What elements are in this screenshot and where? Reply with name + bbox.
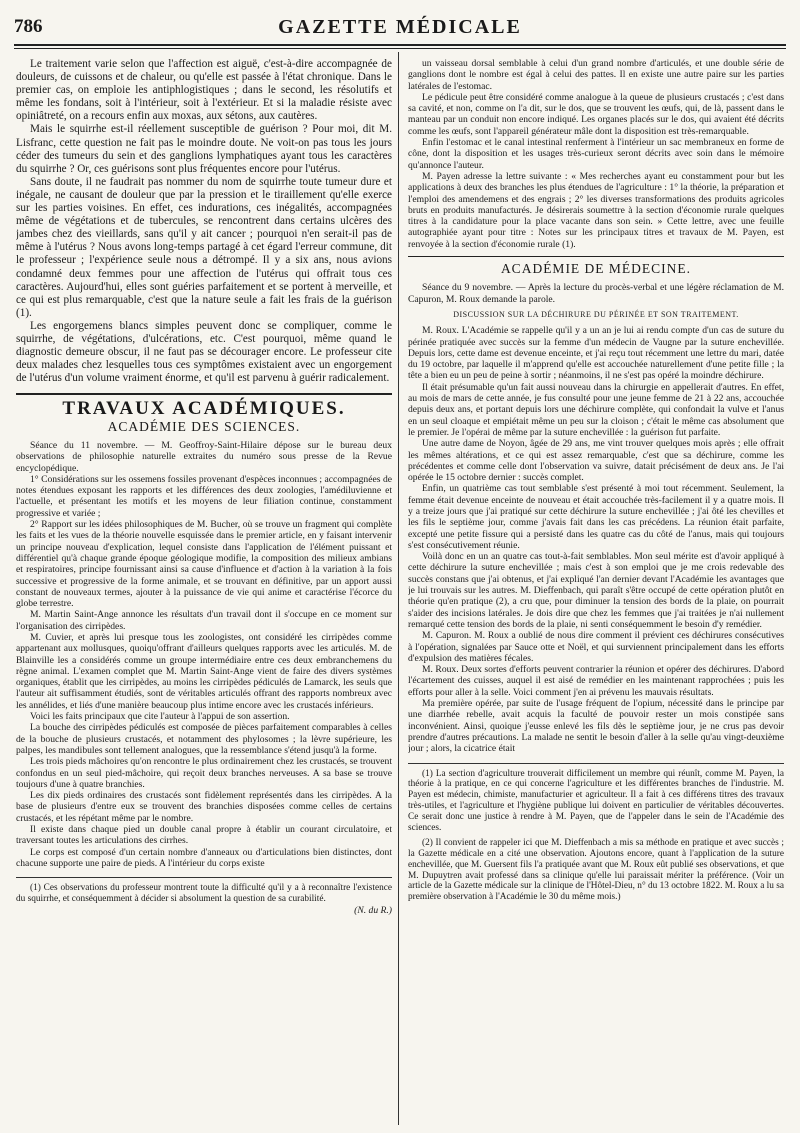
- subsection-title: ACADÉMIE DE MÉDECINE.: [500, 261, 692, 277]
- academie-sciences-report: [16, 440, 392, 869]
- paragraph: Les trois pieds mâchoires qu'on rencontre le plus ordinairement chez les crustacés, se trouvent confondus en un seul pied-mâchoire, qui reçoit deux branches nerveuses. A sa base se trouve toujours d'une à quatre branchies.: [16, 756, 392, 790]
- section-rule: [16, 393, 392, 395]
- paragraph: un vaisseau dorsal semblable à celui d'un grand nombre d'articulés, et une double série de ganglions dont le nombre est égal à celui des pattes. Il en existe une autre paire sur les parties latérales de l'estomac.: [408, 58, 784, 92]
- footnote-text: (1) La section d'agriculture trouverait difficilement un membre qui réunît, comme M. Payen, la théorie à la pratique, en ce qui concerne l'agriculture et les différentes branches de l'industrie. M. Payen est médecin, chimiste, manufacturier et agriculteur. Il a fait à ces différens titres des travaux très-utiles, et l'agriculture et l'hygiène publique lui doivent en particulier de véritables découvertes. Ce serait donc une justice à rendre à M. Payen, que de l'appeler dans le sein de l'Académie des sciences.: [408, 768, 784, 833]
- paragraph: M. Roux. Deux sortes d'efforts peuvent contrarier la réunion et opérer des déchirures. D'abord l'écartement des cuisses, auquel il est aisé de remédier en les maintenant rapprochées ; puis les efforts pour aller à la selle. Voici comment j'en ai prévenu les mauvais résultats.: [408, 664, 784, 698]
- paragraph: Il existe dans chaque pied un double canal propre à établir un courant circulatoire, et traversant toutes les articulations des cirrhes.: [16, 824, 392, 847]
- footnote-text: (2) Il convient de rappeler ici que M. Dieffenbach a mis sa méthode en pratique et avec succès ; la Gazette médicale en a cité une observation. Ajoutons encore, quant à l'application de la suture enchevillée, que M. Guersent fils l'a pratiquée avant que M. Roux eût publié ses observations, et que M. Dupuytren avait professé dans sa clinique qu'elle lui paraissait mériter la préférence. (Voir un article de la Gazette médicale sur la clinique de l'Hôtel-Dieu, n° du 13 octobre 1822. M. Roux a lu sa première observation à l'Académie le 30 du même mois.): [408, 838, 784, 903]
- paragraph: M. Roux. L'Académie se rappelle qu'il y a un an je lui ai rendu compte d'un cas de suture du périnée pratiquée avec succès sur la femme d'un médecin de Vaugne par la suture enchevillée. Depuis lors, cette dame est devenue enceinte, et j'ai reçu tout récemment une lettre du mari, datée du 19 octobre, par laquelle il m'apprend qu'elle est accouchée naturellement d'une petite fille ; la tête a bien eu un peu de peine à sortir ; néanmoins, il ne s'est pas opéré la moindre déchirure.: [408, 325, 784, 382]
- paragraph: Ma première opérée, par suite de l'usage fréquent de l'opium, nécessité dans le principe par une diarrhée rebelle, avait acquis la faculté de pouvoir rester un mois constipée sans inconvénient. Ainsi, quoique j'eusse enlevé les fils dès le septième jour, je ne crus pas devoir prendre d'autres précautions. La malade ne sentit le besoin d'aller à la selle qu'au vingt-deuxième jour ; alors, la cicatrice était: [408, 698, 784, 755]
- left-column: [16, 58, 392, 1125]
- paragraph: M. Capuron. M. Roux a oublié de nous dire comment il prévient ces déchirures consécutives à l'opération, signalées par Sauce otte et Noël, et qui surviennent principalement dans les efforts d'expulsion des matières fécales.: [408, 630, 784, 664]
- paragraph: Mais le squirrhe est-il réellement susceptible de guérison ? Pour moi, dit M. Lisfranc, cette question ne fait pas le moindre doute. Ne voit-on pas tous les jours céder des tumeurs du sein et des ganglions lymphatiques ayant tous les caractères du squirrhe ? Or, ces guérisons sont plus fréquentes encore pour l'utérus.: [16, 123, 392, 175]
- page-header: [14, 16, 786, 46]
- section-rule: [408, 256, 784, 257]
- footnotes: [408, 769, 784, 904]
- paragraph: Enfin l'estomac et le canal intestinal renferment à l'intérieur un sac membraneux en forme de cône, dont la disposition et les usages très-curieux seront décrits avec soin dans le mémoire qu'annonce l'auteur.: [408, 137, 784, 171]
- paragraph: Le traitement varie selon que l'affection est aiguë, c'est-à-dire accompagnée de douleurs, de cuissons et de chaleur, ou qu'elle est passée à l'état chronique. Dans le premier cas, on emploie les antiphlogistiques ; dans le second, les résolutifs et même les fondans, soit à l'intérieur, soit à l'extérieur. Et si la maladie résiste avec opiniâtreté, on a recours enfin aux moxas, aux sétons, aux cautères.: [16, 58, 392, 123]
- paragraph: M. Payen adresse la lettre suivante : « Mes recherches ayant eu constamment pour but les applications à deux des branches les plus étendues de l'agriculture : 1° la théorie, la préparation et l'emploi des amendemens et des engrais ; 2° les diverses transformations des produits agricoles bruts en produits manufacturés. Je désirerais soumettre à la section d'économie rurale quelques titres à la candidature pour la place vacante dans son sein. » Cette lettre, avec une feuille autographiée ayant pour titre : Notes sur les principaux titres et travaux de M. Payen, est renvoyée à la section d'économie rurale (1).: [408, 170, 784, 250]
- paragraph: 1° Considérations sur les ossemens fossiles provenant d'espèces inconnues ; accompagnées de notes étendues exposant les rapports et les différences des deux zoologies, l'amédiluvienne et l'actuelle, et présentant les motifs et les moyens de leur filiation continue, constamment progressive et variée ;: [16, 473, 392, 519]
- page-title: GAZETTE MÉDICALE: [278, 16, 522, 38]
- page-number: 786: [14, 16, 43, 37]
- paragraph: Voilà donc en un an quatre cas tout-à-fait semblables. Mon seul mérite est d'avoir appliqué à cette déchirure la suture enchevillée ; mais c'est à son emploi que je me crois redevable des succès constans que j'ai obtenus, et j'ai expliqué l'an dernier devant l'Académie les avantages que je lui trouvais sur les autres. M. Dieffenbach, qui paraît s'être occupé de cette opération plutôt en théorie qu'en pratique (2), a cru que, pour diminuer la tension des bords de la plaie, on pourrait s'aider des incisions latérales. Je dois dire que chez les femmes que j'ai traitées je n'ai nullement remarqué cette tension des bords de la plaie, ni senti conséquemment le besoin d'y remédier.: [408, 551, 784, 630]
- paragraph: Les dix pieds ordinaires des crustacés sont fidèlement représentés dans les cirripèdes. A la base de plusieurs d'entre eux se trouvent des branchies disposées comme celles de certains crustacés, et les répétant même par le nombre.: [16, 790, 392, 824]
- footnote-signature: (N. du R.): [354, 904, 392, 916]
- paragraph: Le pédicule peut être considéré comme analogue à la queue de plusieurs crustacés ; c'est dans sa cavité, et non, comme on l'a dit, sur le dos, que se trouvent les œufs, qui, de là, passent dans le manteau par un conduit non encore indiqué. Les organes placés sur le dos, qui avaient été décrits comme les œufs, sont l'appareil générateur mâle dont la disposition est très-remarquable.: [408, 91, 784, 137]
- right-column: [408, 58, 784, 1125]
- subsection-title: ACADÉMIE DES SCIENCES.: [107, 418, 301, 434]
- footnote: [16, 883, 392, 916]
- paragraph: Il était présumable qu'un fait aussi nouveau dans la chirurgie en appellerait d'autres. En effet, au mois de mars de cette année, je fus consulté pour une jeune femme de 21 à 22 ans, accouchée depuis deux ans, et portant depuis lors une déchirure complète, qui confondait la vulve et l'anus en un seul cloaque et empiétait même un peu sur la cloison ; c'était le même cas absolument que le premier. Je l'opérai de même par la suture enchevillée : la guérison fut parfaite.: [408, 381, 784, 438]
- discussion-body: [408, 325, 784, 754]
- paragraph: La bouche des cirripèdes pédiculés est composée de pièces parfaitement comparables à celles de la bouche de plusieurs crustacés, et notamment des phylosomes ; la lèvre supérieure, les palpes, les mandibules sont tellement analogues, que la ressemblance s'étend jusqu'à la forme.: [16, 722, 392, 756]
- paragraph: Le corps est composé d'un certain nombre d'anneaux ou d'articulations bien distinctes, dont chacune supporte une paire de pieds. A l'intérieur du corps existe: [16, 846, 392, 869]
- paragraph: Les engorgemens blancs simples peuvent donc se compliquer, comme le squirrhe, de végétations, d'ulcérations, etc. C'est pourquoi, même quand le diagnostic demeure obscur, il ne faut pas se décourager encore. Le professeur cite deux malades chez lesquelles tous ces symptômes existaient avec un engorgement de l'utérus d'un volume vraiment énorme, et qu'il est parvenu à guérir radicalement.: [16, 319, 392, 385]
- paragraph: M. Martin Saint-Ange annonce les résultats d'un travail dont il s'occupe en ce moment sur l'organisation des cirripèdes.: [16, 609, 392, 632]
- paragraph: Une autre dame de Noyon, âgée de 29 ans, me vint trouver quelques mois après ; elle offrait les mêmes altérations, et ce qui est assez remarquable, c'est que sa déchirure, comme les précédentes et comme celle dont l'observation va suivre, datait précisément de deux ans. Je l'ai opérée le 15 octobre dernier : succès complet.: [408, 438, 784, 484]
- paragraph: Enfin, un quatrième cas tout semblable s'est présenté à moi tout récemment. Seulement, la femme était devenue enceinte de nouveau et était accouchée très-facilement il y a quatre mois. Il y a treize jours que j'ai pratiqué sur cette déchirure la suture enchevillée ; j'ai ôté les chevilles et les fils le septième jour, comme j'avais fait dans les cas précédens. La réunion était parfaite, excepté une petite fissure qui a persisté dans les quatre cas du côté de l'anus, mais qui toujours s'est consécutivement réunie.: [408, 483, 784, 551]
- paragraph: M. Cuvier, et après lui presque tous les zoologistes, ont considéré les cirripèdes comme appartenant aux mollusques, quoiqu'offrant d'ailleurs quelques rapports avec les articulés. M. de Blainville les a considérés comme un groupe intermédiaire entre ces deux embranchemens du règne animal. L'examen complet que M. Martin Saint-Ange vient de faire des divers systèmes organiques, établit que les cirripèdes, au moins les cirripèdes pédiculés de Lamarck, les seuls que l'auteur ait suffisamment étudiés, sont de véritables articulés offrant des rapports nombreux avec les annélides, et liés d'une manière beaucoup plus intime encore avec les crustacés inférieurs.: [16, 631, 392, 711]
- footnote-rule: [16, 877, 392, 878]
- section-title: TRAVAUX ACADÉMIQUES.: [62, 398, 346, 420]
- paragraph: Voici les faits principaux que cite l'auteur à l'appui de son assertion.: [30, 711, 290, 723]
- paragraph: Sans doute, il ne faudrait pas nommer du nom de squirrhe toute tumeur dure et inégale, ne causant de douleur que par la pression et le tiraillement qu'elle exerce sur les parties voisines. En effet, ces indurations, ces inégalités, accompagnées même de végétations et de tubercules, se rencontrent dans certains ulcères des jambes chez des vieillards, sans qu'il y ait cancer ; pourquoi n'en serait-il pas de même à l'utérus ? Nous avons long-temps partagé à cet égard l'erreur commune, dit le professeur ; l'expérience seule nous a détrompé. Il y a six ans, nous avions condamné deux femmes pour une affection de l'utérus qui offrait tous ces caractères. Aujourd'hui, elles sont guéries parfaitement et se portent à merveille, et ce qui est plus remarquable, c'est que la nature seule a fait les frais de la guérison (1).: [16, 175, 392, 319]
- paragraph: Séance du 11 novembre. — M. Geoffroy-Saint-Hilaire dépose sur le bureau deux observations de philosophie naturelle extraites du numéro sous presse de la Revue encyclopédique.: [16, 439, 392, 474]
- academie-sciences-continued: [408, 58, 784, 250]
- header-rule: [14, 44, 786, 49]
- lisfranc-lecture: [16, 58, 392, 385]
- seance-paragraph: Séance du 9 novembre. — Après la lecture du procès-verbal et une légère réclamation de M. Capuron, M. Roux demande la parole.: [408, 282, 784, 305]
- paragraph: 2° Rapport sur les idées philosophiques de M. Bucher, où se trouve un fragment qui complète les faits et les vues de la théorie nouvelle esquissée dans le premier article, en y faisant intervenir un principe nouveau d'explication, lequel consiste dans l'application de l'élément puissant et différentiel qu'à chaque grande époque géologique modifie, la composition des milieux ambians et respiratoires, principe fournissant ainsi sa cause d'influence et d'action à la variation à la fois successive et progressive de la forme animale, et se trouvant en définitive, par un apport aussi constant de nouveaux termes, ajouter à la puissance de vie qui anime et caractérise l'écorce du globe terrestre.: [16, 519, 392, 610]
- discussion-title: DISCUSSION SUR LA DÉCHIRURE DU PÉRINÉE ET SON TRAITEMENT.: [453, 309, 739, 319]
- footnote-rule: [408, 763, 784, 764]
- column-divider: [398, 52, 399, 1125]
- footnote-text: (1) Ces observations du professeur montrent toute la difficulté qu'il y a à reconnaître l'existence du squirrhe, et conséquemment à décider si absolument la question de sa curabilité.: [16, 883, 392, 905]
